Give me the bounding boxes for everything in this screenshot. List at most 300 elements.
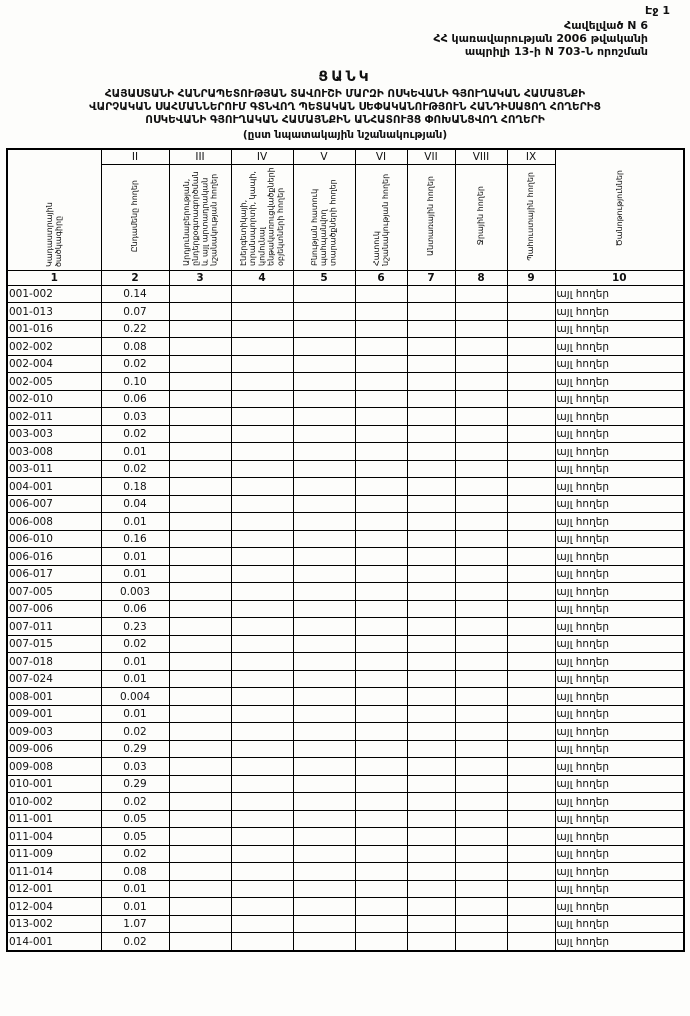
empty-cell: [507, 688, 555, 706]
empty-cell: [169, 915, 231, 933]
cadastral-code-cell: 007-005: [7, 583, 101, 601]
total-land-cell: 0.01: [101, 653, 169, 671]
empty-cell: [169, 548, 231, 566]
empty-cell: [231, 338, 293, 356]
header-col-2-label: Ընդամենը հողեր: [130, 179, 140, 253]
empty-cell: [231, 303, 293, 321]
empty-cell: [355, 495, 407, 513]
total-land-cell: 0.01: [101, 670, 169, 688]
empty-cell: [169, 933, 231, 951]
table-row: [7, 863, 684, 881]
note-cell: այլ հողեր: [555, 653, 684, 671]
empty-cell: [231, 408, 293, 426]
note-cell: այլ հողեր: [555, 635, 684, 653]
empty-cell: [169, 618, 231, 636]
empty-cell: [169, 880, 231, 898]
empty-cell: [355, 933, 407, 951]
empty-cell: [407, 810, 455, 828]
empty-cell: [231, 898, 293, 916]
empty-cell: [407, 373, 455, 391]
header-col-3: [169, 164, 231, 270]
table-row: [7, 740, 684, 758]
empty-cell: [407, 355, 455, 373]
table-row: [7, 338, 684, 356]
empty-cell: [169, 723, 231, 741]
empty-cell: [507, 600, 555, 618]
empty-cell: [507, 705, 555, 723]
empty-cell: [455, 355, 507, 373]
empty-cell: [507, 740, 555, 758]
total-land-cell: 0.02: [101, 933, 169, 951]
empty-cell: [169, 460, 231, 478]
roman-numeral-cell: VIII: [455, 149, 507, 165]
roman-numeral-cell: IX: [507, 149, 555, 165]
empty-cell: [507, 478, 555, 496]
header-col-6: [355, 164, 407, 270]
header-col-7: [407, 164, 455, 270]
empty-cell: [407, 863, 455, 881]
empty-cell: [169, 408, 231, 426]
total-land-cell: 0.02: [101, 355, 169, 373]
empty-cell: [169, 373, 231, 391]
empty-cell: [407, 285, 455, 303]
empty-cell: [293, 548, 355, 566]
empty-cell: [293, 933, 355, 951]
header-col-5-label: Բնության հատուկ պահպանվող տարածքների հողեր: [310, 179, 338, 266]
empty-cell: [231, 443, 293, 461]
subtitle-line: ՀԱՅԱՍՏԱՆԻ ՀԱՆՐԱՊԵՏՈՒԹՅԱՆ ՏԱՎՈՒՇԻ ՄԱՐԶԻ ՈՍԿԵՎԱՆԻ ԳՅՈՒՂԱԿԱՆ ՀԱՄԱՅՆՔԻ: [104, 87, 586, 100]
total-land-cell: 0.03: [101, 408, 169, 426]
empty-cell: [455, 618, 507, 636]
total-land-cell: 0.01: [101, 880, 169, 898]
empty-cell: [507, 933, 555, 951]
table-row: [7, 425, 684, 443]
empty-cell: [355, 338, 407, 356]
empty-cell: [407, 320, 455, 338]
empty-cell: [169, 303, 231, 321]
table-row: [7, 688, 684, 706]
empty-cell: [355, 863, 407, 881]
empty-cell: [293, 723, 355, 741]
note-cell: այլ հողեր: [555, 758, 684, 776]
cadastral-code-cell: 006-010: [7, 530, 101, 548]
empty-cell: [455, 810, 507, 828]
empty-cell: [231, 390, 293, 408]
table-row: [7, 880, 684, 898]
empty-cell: [407, 898, 455, 916]
note-cell: այլ հողեր: [555, 933, 684, 951]
empty-cell: [231, 460, 293, 478]
empty-cell: [507, 810, 555, 828]
empty-cell: [293, 460, 355, 478]
note-cell: այլ հողեր: [555, 285, 684, 303]
empty-cell: [407, 478, 455, 496]
note-cell: այլ հողեր: [555, 460, 684, 478]
empty-cell: [293, 845, 355, 863]
column-number-cell: 9: [507, 270, 555, 285]
empty-cell: [293, 408, 355, 426]
page-number: Էջ 1: [645, 4, 670, 17]
total-land-cell: 0.05: [101, 810, 169, 828]
empty-cell: [455, 303, 507, 321]
column-number-cell: 6: [355, 270, 407, 285]
empty-cell: [355, 285, 407, 303]
empty-cell: [293, 705, 355, 723]
land-table: [6, 148, 685, 952]
empty-cell: [169, 810, 231, 828]
cadastral-code-cell: 002-004: [7, 355, 101, 373]
cadastral-code-cell: 011-009: [7, 845, 101, 863]
empty-cell: [455, 460, 507, 478]
appendix-line: Հավելված N 6: [564, 19, 648, 32]
table-row: [7, 828, 684, 846]
empty-cell: [507, 373, 555, 391]
empty-cell: [407, 530, 455, 548]
empty-cell: [355, 565, 407, 583]
table-row: [7, 285, 684, 303]
empty-cell: [355, 478, 407, 496]
roman-numeral-cell: VII: [407, 149, 455, 165]
empty-cell: [507, 635, 555, 653]
empty-cell: [407, 653, 455, 671]
total-land-cell: 0.22: [101, 320, 169, 338]
empty-cell: [355, 635, 407, 653]
roman-numeral-cell: IV: [231, 149, 293, 165]
column-number-cell: 2: [101, 270, 169, 285]
document-subtitle-note: (ըստ նպատակային նշանակության): [242, 128, 448, 141]
empty-cell: [407, 828, 455, 846]
header-col-8-label: Ջրային հողեր: [476, 186, 486, 246]
empty-cell: [407, 618, 455, 636]
empty-cell: [455, 775, 507, 793]
empty-cell: [293, 478, 355, 496]
empty-cell: [455, 565, 507, 583]
empty-cell: [507, 513, 555, 531]
empty-cell: [455, 390, 507, 408]
empty-cell: [355, 880, 407, 898]
note-cell: այլ հողեր: [555, 845, 684, 863]
cadastral-code-cell: 007-024: [7, 670, 101, 688]
empty-cell: [231, 530, 293, 548]
cadastral-code-cell: 003-011: [7, 460, 101, 478]
cadastral-code-cell: 006-008: [7, 513, 101, 531]
empty-cell: [455, 915, 507, 933]
empty-cell: [231, 828, 293, 846]
empty-cell: [507, 898, 555, 916]
empty-cell: [231, 320, 293, 338]
empty-cell: [507, 285, 555, 303]
empty-cell: [169, 828, 231, 846]
empty-cell: [293, 688, 355, 706]
total-land-cell: 0.003: [101, 583, 169, 601]
empty-cell: [169, 898, 231, 916]
empty-cell: [231, 793, 293, 811]
table-row: [7, 513, 684, 531]
empty-cell: [231, 723, 293, 741]
column-number-cell: 4: [231, 270, 293, 285]
empty-cell: [293, 618, 355, 636]
empty-cell: [293, 513, 355, 531]
table-row: [7, 565, 684, 583]
empty-cell: [293, 338, 355, 356]
empty-cell: [455, 320, 507, 338]
cadastral-code-cell: 004-001: [7, 478, 101, 496]
empty-cell: [169, 478, 231, 496]
empty-cell: [507, 775, 555, 793]
empty-cell: [169, 653, 231, 671]
empty-cell: [355, 303, 407, 321]
empty-cell: [355, 828, 407, 846]
empty-cell: [455, 425, 507, 443]
total-land-cell: 0.29: [101, 775, 169, 793]
note-cell: այլ հողեր: [555, 705, 684, 723]
table-row: [7, 635, 684, 653]
note-cell: այլ հողեր: [555, 408, 684, 426]
empty-cell: [293, 828, 355, 846]
empty-cell: [455, 530, 507, 548]
empty-cell: [293, 303, 355, 321]
note-cell: այլ հողեր: [555, 565, 684, 583]
cadastral-code-cell: 009-008: [7, 758, 101, 776]
empty-cell: [455, 338, 507, 356]
empty-cell: [355, 898, 407, 916]
total-land-cell: 0.16: [101, 530, 169, 548]
empty-cell: [355, 425, 407, 443]
empty-cell: [407, 793, 455, 811]
cadastral-code-cell: 003-008: [7, 443, 101, 461]
empty-cell: [407, 740, 455, 758]
table-row: [7, 443, 684, 461]
table-row: [7, 653, 684, 671]
empty-cell: [355, 355, 407, 373]
empty-cell: [455, 758, 507, 776]
table-row: [7, 915, 684, 933]
cadastral-code-cell: 003-003: [7, 425, 101, 443]
roman-numeral-cell: VI: [355, 149, 407, 165]
empty-cell: [455, 600, 507, 618]
table-row: [7, 705, 684, 723]
empty-cell: [507, 338, 555, 356]
empty-cell: [507, 530, 555, 548]
total-land-cell: 0.01: [101, 513, 169, 531]
empty-cell: [455, 635, 507, 653]
empty-cell: [231, 478, 293, 496]
cadastral-code-cell: 009-003: [7, 723, 101, 741]
cadastral-code-cell: 012-004: [7, 898, 101, 916]
header-notes-label: Ծանոթություններ: [614, 170, 624, 247]
empty-cell: [455, 740, 507, 758]
empty-cell: [293, 443, 355, 461]
empty-cell: [407, 845, 455, 863]
empty-cell: [455, 408, 507, 426]
empty-cell: [355, 583, 407, 601]
empty-cell: [231, 863, 293, 881]
empty-cell: [293, 740, 355, 758]
empty-cell: [231, 495, 293, 513]
note-cell: այլ հողեր: [555, 390, 684, 408]
table-row: [7, 460, 684, 478]
cadastral-code-cell: 011-004: [7, 828, 101, 846]
empty-cell: [293, 425, 355, 443]
empty-cell: [355, 915, 407, 933]
total-land-cell: 0.07: [101, 303, 169, 321]
header-col-3-label: Արդյունաբերության, ընդերքօգտագործման և այլ արտադրական նշանակության հողեր: [181, 171, 219, 266]
empty-cell: [407, 460, 455, 478]
cadastral-code-cell: 009-006: [7, 740, 101, 758]
column-number-cell: 7: [407, 270, 455, 285]
empty-cell: [355, 390, 407, 408]
note-cell: այլ հողեր: [555, 828, 684, 846]
column-number-cell: 3: [169, 270, 231, 285]
cadastral-code-cell: 006-017: [7, 565, 101, 583]
cadastral-code-cell: 002-010: [7, 390, 101, 408]
empty-cell: [293, 565, 355, 583]
empty-cell: [231, 425, 293, 443]
empty-cell: [407, 775, 455, 793]
empty-cell: [355, 443, 407, 461]
empty-cell: [507, 723, 555, 741]
empty-cell: [355, 530, 407, 548]
empty-cell: [231, 618, 293, 636]
note-cell: այլ հողեր: [555, 320, 684, 338]
note-cell: այլ հողեր: [555, 880, 684, 898]
empty-cell: [169, 513, 231, 531]
empty-cell: [231, 688, 293, 706]
empty-cell: [407, 670, 455, 688]
note-cell: այլ հողեր: [555, 793, 684, 811]
empty-cell: [355, 460, 407, 478]
empty-cell: [169, 443, 231, 461]
empty-cell: [169, 425, 231, 443]
empty-cell: [507, 583, 555, 601]
cadastral-code-cell: 014-001: [7, 933, 101, 951]
roman-numeral-cell: II: [101, 149, 169, 165]
empty-cell: [355, 653, 407, 671]
total-land-cell: 0.02: [101, 635, 169, 653]
cadastral-code-cell: 002-005: [7, 373, 101, 391]
header-col-6-label: Հատուկ նշանակության հողեր: [371, 173, 390, 266]
cadastral-code-cell: 011-014: [7, 863, 101, 881]
empty-cell: [507, 460, 555, 478]
empty-cell: [355, 810, 407, 828]
empty-cell: [231, 285, 293, 303]
empty-cell: [169, 688, 231, 706]
empty-cell: [293, 863, 355, 881]
empty-cell: [231, 705, 293, 723]
table-row: [7, 723, 684, 741]
total-land-cell: 0.02: [101, 460, 169, 478]
note-cell: այլ հողեր: [555, 898, 684, 916]
empty-cell: [455, 793, 507, 811]
column-number-cell: 5: [293, 270, 355, 285]
table-row: [7, 478, 684, 496]
total-land-cell: 0.08: [101, 338, 169, 356]
empty-cell: [169, 758, 231, 776]
empty-cell: [169, 600, 231, 618]
empty-cell: [407, 933, 455, 951]
table-row: [7, 373, 684, 391]
total-land-cell: 0.02: [101, 723, 169, 741]
empty-cell: [293, 915, 355, 933]
empty-cell: [407, 443, 455, 461]
table-row: [7, 810, 684, 828]
total-land-cell: 0.01: [101, 705, 169, 723]
note-cell: այլ հողեր: [555, 513, 684, 531]
total-land-cell: 0.01: [101, 565, 169, 583]
note-cell: այլ հողեր: [555, 863, 684, 881]
empty-cell: [507, 758, 555, 776]
empty-cell: [455, 653, 507, 671]
empty-cell: [293, 775, 355, 793]
total-land-cell: 0.06: [101, 390, 169, 408]
table-row: [7, 495, 684, 513]
roman-numeral-cell: V: [293, 149, 355, 165]
note-cell: այլ հողեր: [555, 810, 684, 828]
empty-cell: [507, 425, 555, 443]
cadastral-code-cell: 002-011: [7, 408, 101, 426]
empty-cell: [293, 583, 355, 601]
cadastral-code-cell: 013-002: [7, 915, 101, 933]
empty-cell: [507, 845, 555, 863]
empty-cell: [293, 670, 355, 688]
column-number-cell: 10: [555, 270, 684, 285]
empty-cell: [231, 775, 293, 793]
empty-cell: [355, 548, 407, 566]
empty-cell: [507, 863, 555, 881]
cadastral-code-cell: 012-001: [7, 880, 101, 898]
column-number-cell: 1: [7, 270, 101, 285]
total-land-cell: 0.004: [101, 688, 169, 706]
empty-cell: [231, 845, 293, 863]
empty-cell: [407, 635, 455, 653]
empty-cell: [293, 320, 355, 338]
empty-cell: [455, 705, 507, 723]
cadastral-code-cell: 006-016: [7, 548, 101, 566]
document-subtitle-block: [6, 88, 684, 127]
empty-cell: [169, 740, 231, 758]
appendix-block: [6, 19, 684, 59]
note-cell: այլ հողեր: [555, 355, 684, 373]
total-land-cell: 0.04: [101, 495, 169, 513]
empty-cell: [293, 880, 355, 898]
empty-cell: [407, 408, 455, 426]
empty-cell: [169, 705, 231, 723]
empty-cell: [355, 740, 407, 758]
cadastral-code-cell: 007-006: [7, 600, 101, 618]
total-land-cell: 1.07: [101, 915, 169, 933]
empty-cell: [293, 373, 355, 391]
empty-cell: [355, 723, 407, 741]
note-cell: այլ հողեր: [555, 775, 684, 793]
empty-cell: [455, 670, 507, 688]
appendix-line: ՀՀ կառավարության 2006 թվականի: [433, 32, 648, 46]
total-land-cell: 0.01: [101, 898, 169, 916]
empty-cell: [407, 390, 455, 408]
header-cadastral-code: [7, 149, 101, 271]
empty-cell: [507, 793, 555, 811]
document-title: ՑԱՆԿ: [318, 68, 372, 85]
empty-cell: [355, 320, 407, 338]
note-cell: այլ հողեր: [555, 723, 684, 741]
table-row: [7, 320, 684, 338]
empty-cell: [169, 793, 231, 811]
cadastral-code-cell: 001-013: [7, 303, 101, 321]
note-cell: այլ հողեր: [555, 688, 684, 706]
total-land-cell: 0.29: [101, 740, 169, 758]
empty-cell: [293, 758, 355, 776]
empty-cell: [355, 758, 407, 776]
empty-cell: [407, 425, 455, 443]
